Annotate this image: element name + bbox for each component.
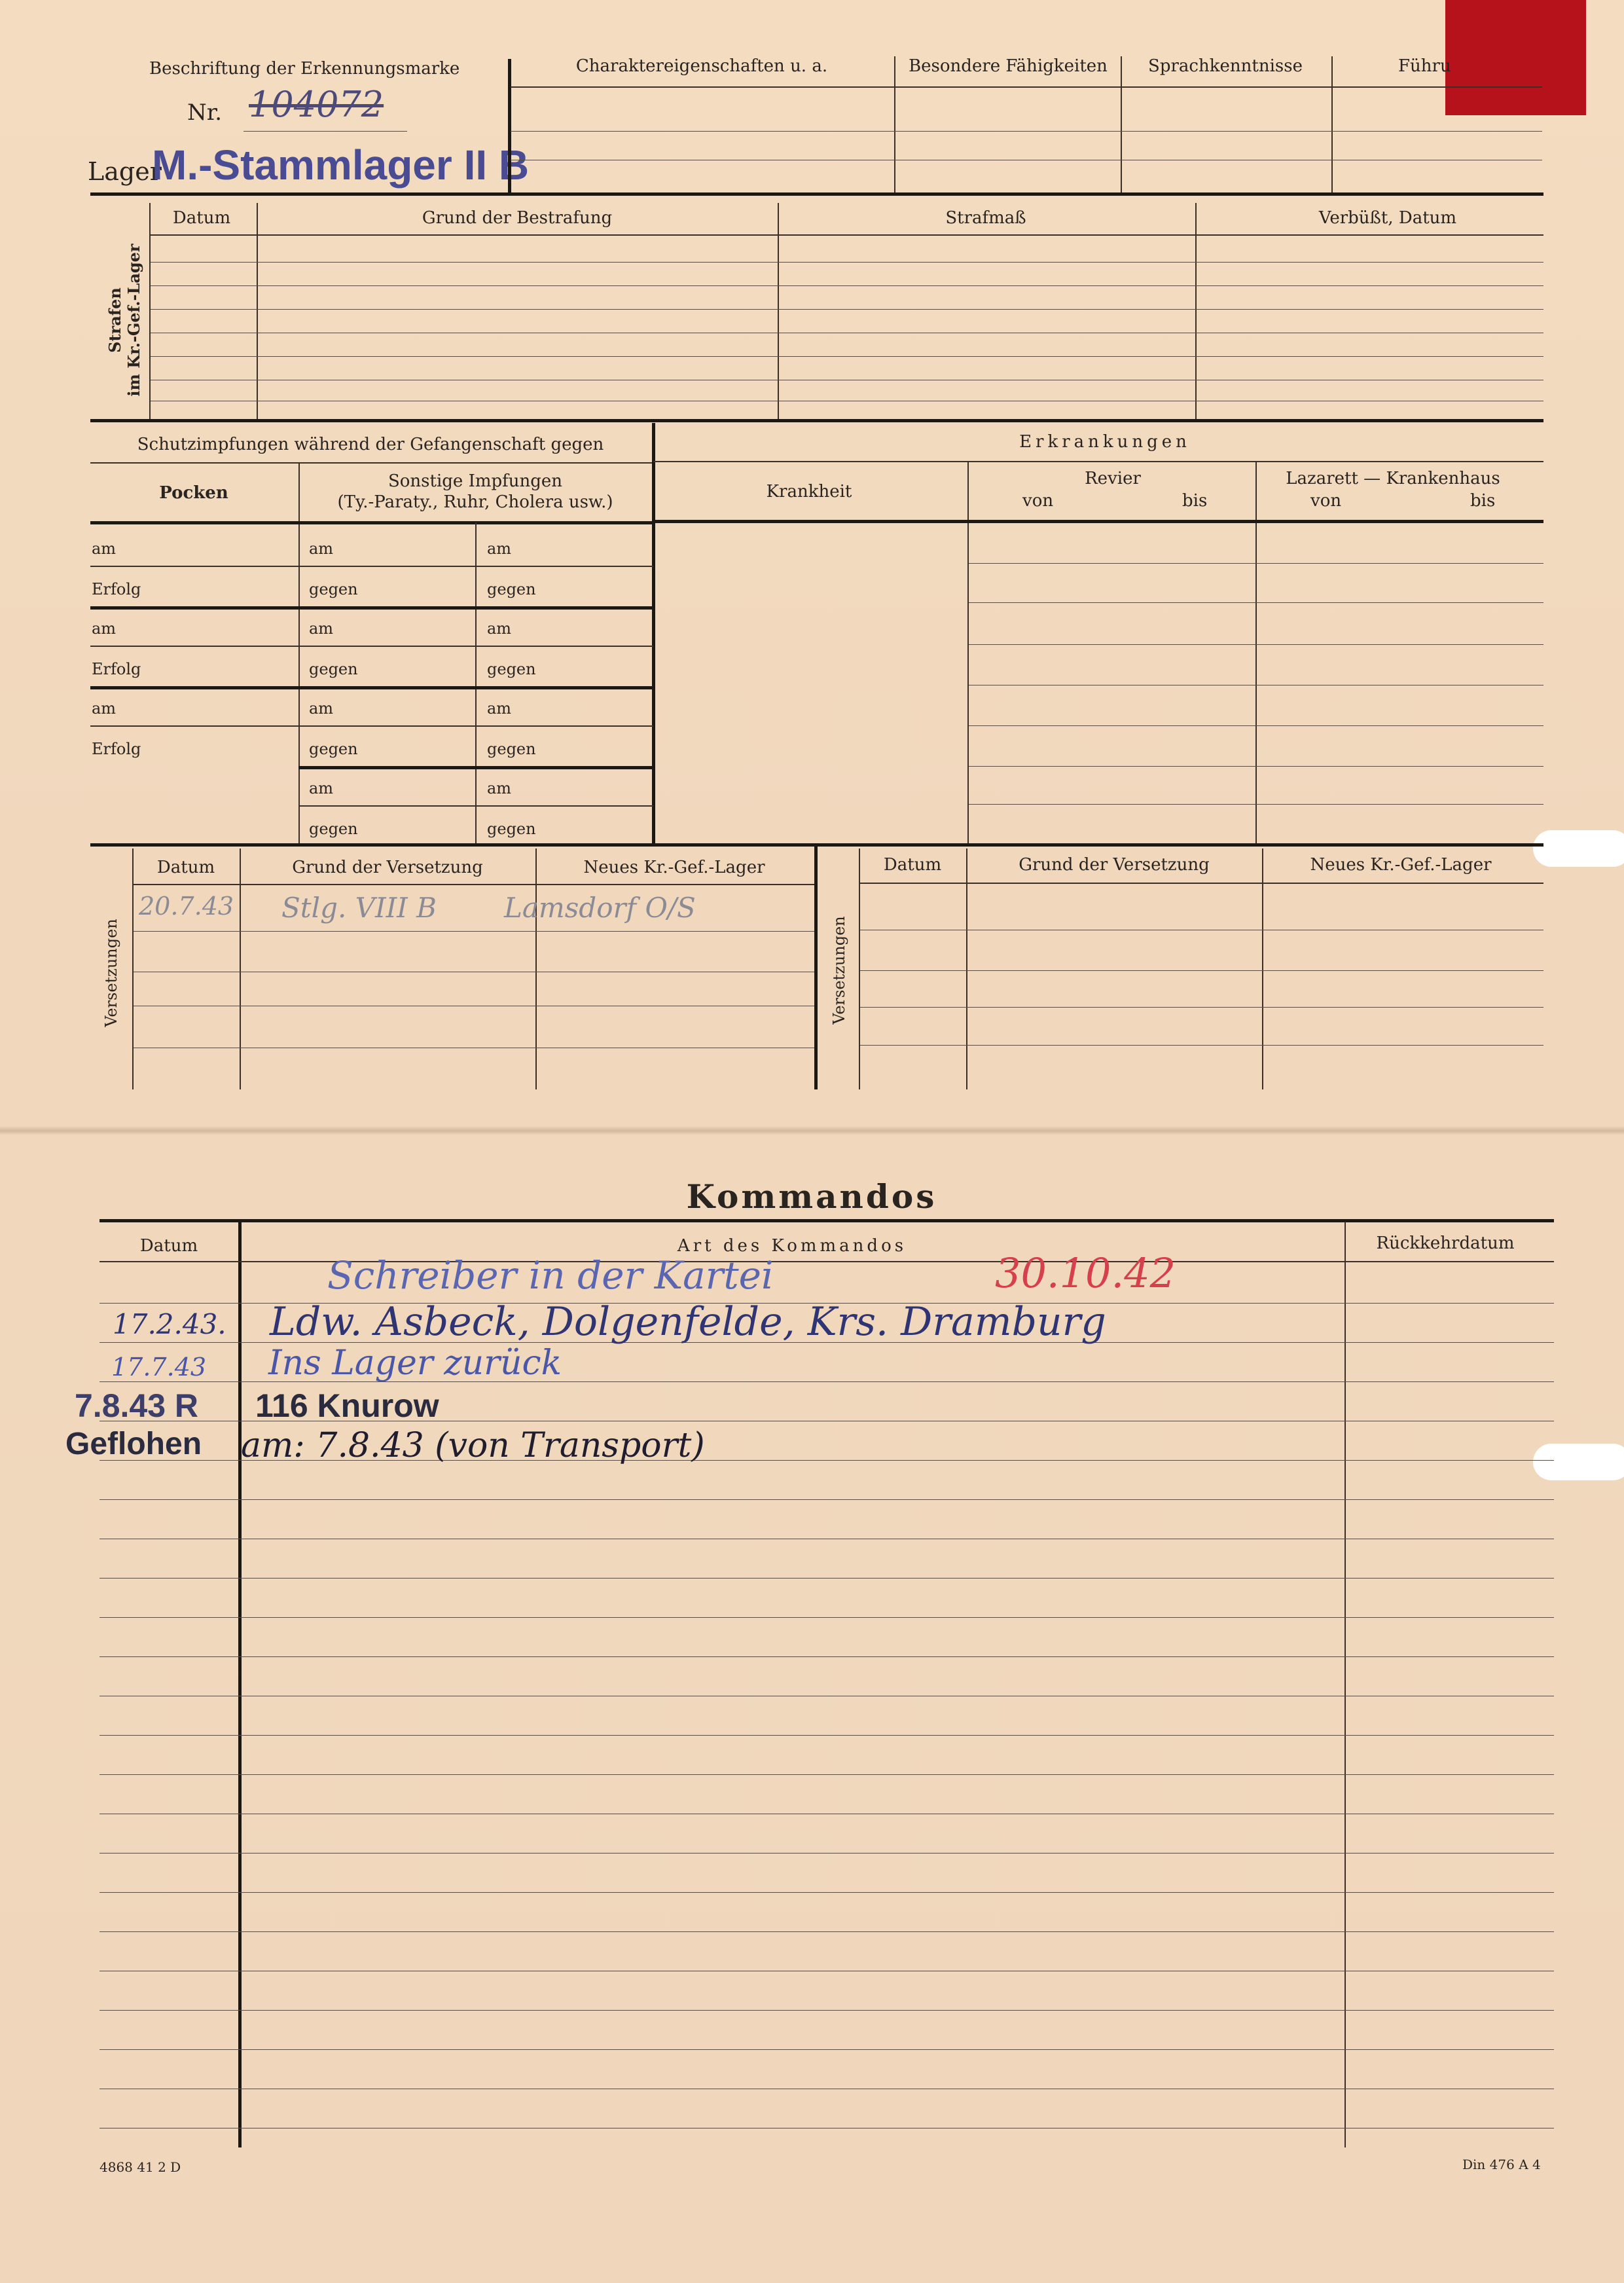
strafen-col-grund: Grund der Bestrafung <box>422 208 613 228</box>
kommando-entry-5: am: 7.8.43 (von Transport) <box>241 1426 705 1465</box>
kommandos-title: Kommandos <box>686 1177 937 1216</box>
kommandos-col-datum: Datum <box>139 1236 198 1256</box>
schutz-title: Schutzimpfungen während der Gefangenschaft gegen <box>137 435 604 454</box>
kommando-entry-3-datum: 17.7.43 <box>111 1353 207 1381</box>
kommandos-ruled-line <box>99 1656 1554 1657</box>
sonstige-label-2: (Ty.-Paraty., Ruhr, Cholera usw.) <box>337 492 613 512</box>
punch-hole-top <box>1533 830 1624 867</box>
versetzung-grund: Stlg. VIII B <box>281 892 437 924</box>
strafen-col-strafmass: Strafmaß <box>945 208 1026 228</box>
erkrankungen-title: Erkrankungen <box>1019 432 1191 452</box>
nr-value: 104072 <box>249 84 384 125</box>
kommando-entry-2: Ldw. Asbeck, Dolgenfelde, Krs. Dramburg <box>270 1299 1106 1345</box>
kommandos-ruled-line <box>99 1578 1554 1579</box>
beschriftung-label: Beschriftung der Erkennungsmarke <box>149 59 460 79</box>
fuehrung-label: Führu <box>1398 56 1451 76</box>
red-marker-tab <box>1445 0 1586 115</box>
kommando-entry-3: Ins Lager zurück <box>268 1343 562 1383</box>
kommandos-col-rueckkehr: Rückkehrdatum <box>1376 1233 1515 1253</box>
kommandos-ruled-line <box>99 1853 1554 1854</box>
header-divider <box>508 59 511 194</box>
document-page: Beschriftung der Erkennungsmarke Nr. 104072 Lager M.-Stammlager II B Charaktereigenschaften u. a. Besondere Fähigkeiten Sprachkenntnisse Führu Strafen im Kr.-Gef.-Lager Datum Grund der Bestrafung Strafmaß Verbüßt, Datum Schutzimpfungen während der Gefangenschaft gegen Pocken Sonstige Impfungen (Ty.-Paraty., Ruhr, Cholera usw.) am am am Erfolg gegen gegen am am am Erfolg gegen gegen am am am Erfolg gegen gegen am am gegen gegen Erkrankungen Krankheit Revier von bis Lazarett — Krankenhaus von bis Versetzungen Versetzungen Datum Grund der Versetzung Neues Kr.-Gef.-Lager Datum Grund der Versetzung Neues Kr.-Gef.-Lager 20.7.43 Stlg. VIII B Lamsdorf O/S Kommandos Datum Art des Kommandos Rückkehrdatum Schreiber in der Kartei 30.10.42 17.2.43. Ldw. Asbeck, Dolgenfelde, Krs. Dramburg 17.7.43 Ins Lager zurück 7.8.43 R 116 Knurow Geflohen am: 7.8.43 (von Transport) 4868 41 2 D Din 476 A 4 <box>0 0 1624 2283</box>
kommandos-ruled-line <box>99 1617 1554 1618</box>
fold-line <box>0 1126 1624 1135</box>
charakter-label: Charaktereigenschaften u. a. <box>575 56 828 76</box>
kommandos-ruled-line <box>99 2049 1554 2050</box>
faehigkeiten-label: Besondere Fähigkeiten <box>909 56 1108 76</box>
kommando-entry-4: 116 Knurow <box>255 1387 439 1424</box>
kommandos-ruled-line <box>99 1774 1554 1775</box>
nr-label: Nr. <box>187 100 223 126</box>
strafen-col-verbuesst: Verbüßt, Datum <box>1318 208 1457 228</box>
kommando-entry-2-datum: 17.2.43. <box>113 1308 226 1340</box>
kommandos-ruled-line <box>99 1892 1554 1893</box>
versetzung-datum: 20.7.43 <box>139 892 234 921</box>
nr-underline <box>244 131 407 132</box>
footer-left: 4868 41 2 D <box>99 2159 181 2175</box>
punch-hole-bottom <box>1533 1444 1624 1480</box>
pocken-label: Pocken <box>159 483 228 503</box>
lazarett-label: Lazarett — Krankenhaus <box>1286 469 1500 488</box>
footer-right: Din 476 A 4 <box>1462 2157 1541 2172</box>
versetzungen-side-label-right: Versetzungen <box>830 916 848 1025</box>
kommandos-ruled-line <box>99 1735 1554 1736</box>
versetzung-lager: Lamsdorf O/S <box>504 892 696 924</box>
kommandos-ruled-line <box>99 1499 1554 1500</box>
kommando-entry-1-date: 30.10.42 <box>995 1249 1176 1297</box>
kommandos-col-art: Art des Kommandos <box>677 1236 907 1256</box>
kommandos-ruled-line <box>99 2010 1554 2011</box>
strafen-side-label: Strafen im Kr.-Gef.-Lager <box>105 244 143 397</box>
kommando-entry-5-label: Geflohen <box>65 1427 202 1461</box>
kommando-entry-1: Schreiber in der Kartei <box>327 1253 774 1298</box>
sonstige-label-1: Sonstige Impfungen <box>388 471 563 491</box>
sprach-label: Sprachkenntnisse <box>1148 56 1303 76</box>
lager-label: Lager <box>88 157 162 186</box>
revier-label: Revier <box>1085 469 1141 488</box>
krankheit-label: Krankheit <box>766 482 852 502</box>
kommandos-ruled-line <box>99 1931 1554 1932</box>
lager-stamp: M.-Stammlager II B <box>152 141 530 189</box>
versetzungen-side-label-left: Versetzungen <box>102 919 120 1027</box>
strafen-col-datum: Datum <box>172 208 231 228</box>
kommando-entry-4-datum: 7.8.43 R <box>75 1387 199 1424</box>
